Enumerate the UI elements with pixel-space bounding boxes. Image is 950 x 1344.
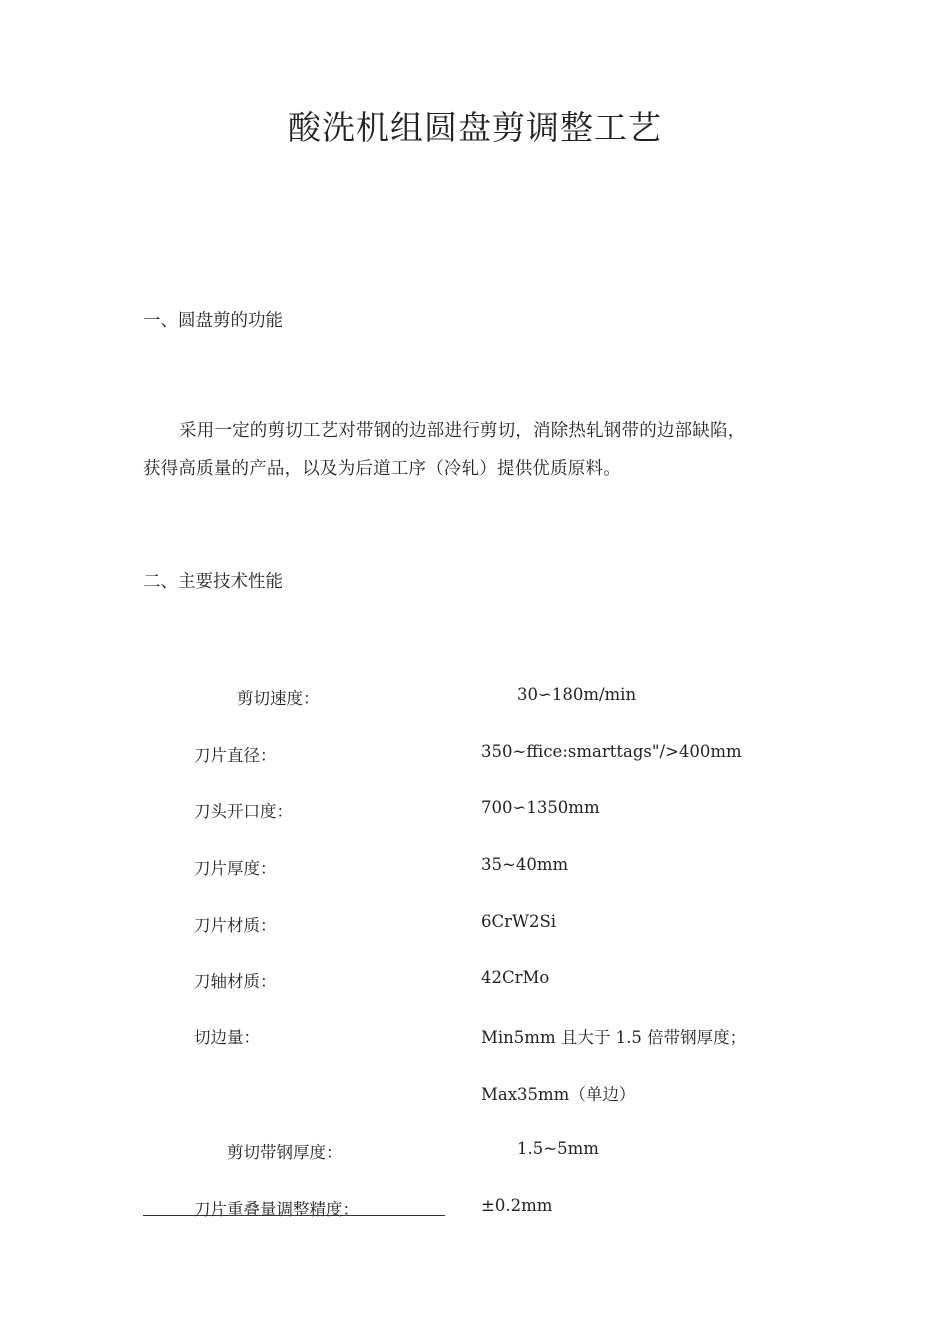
function-paragraph-line-2: 获得高质量的产品，以及为后道工序（冷轧）提供优质原料。 [143, 459, 621, 479]
spec-row-trim-amount-max [0, 1081, 950, 1111]
spec-row-blade-material [0, 912, 950, 942]
section-heading-specs: 二、主要技术性能 [143, 572, 283, 592]
spec-row-strip-thickness [0, 1139, 950, 1169]
spec-row-shaft-material [0, 968, 950, 998]
spec-label: 刀片材质： [194, 916, 277, 935]
spec-row-cutting-speed [0, 685, 950, 715]
spec-label: 切边量： [194, 1028, 260, 1047]
spec-label: 刀片厚度： [194, 859, 277, 878]
spec-value: 350~ffice:smarttags"/>400mm [481, 742, 742, 761]
spec-row-blade-thickness [0, 855, 950, 885]
spec-label: 刀头开口度： [194, 802, 293, 821]
spec-label: 刀片直径： [194, 746, 277, 765]
function-paragraph-line-1: 采用一定的剪切工艺对带钢的边部进行剪切，消除热轧钢带的边部缺陷， [179, 421, 746, 441]
spec-value: 1.5~5mm [517, 1139, 599, 1158]
section-heading-function: 一、圆盘剪的功能 [143, 311, 283, 331]
spec-value: 30∽180m/min [517, 685, 637, 704]
spec-value: 42CrMo [481, 968, 550, 987]
table-bottom-rule [143, 1215, 445, 1216]
spec-label: 刀片重叠量调整精度： [194, 1200, 359, 1219]
spec-row-trim-amount [0, 1024, 950, 1054]
spec-row-head-opening [0, 798, 950, 828]
spec-value: Max35mm（单边） [481, 1085, 636, 1104]
spec-label: 剪切带钢厚度： [227, 1143, 343, 1162]
spec-value: 6CrW2Si [481, 912, 557, 931]
spec-row-overlap-precision [0, 1196, 950, 1226]
function-paragraph [143, 412, 803, 488]
document-title: 酸洗机组圆盘剪调整工艺 [288, 108, 662, 147]
spec-value: ±0.2mm [481, 1196, 553, 1215]
spec-value: Min5mm 且大于 1.5 倍带钢厚度； [481, 1028, 747, 1047]
spec-row-blade-diameter [0, 742, 950, 772]
spec-label: 剪切速度： [237, 689, 320, 708]
spec-label: 刀轴材质： [194, 972, 277, 991]
spec-value: 35~40mm [481, 855, 569, 874]
spec-value: 700∽1350mm [481, 798, 600, 817]
